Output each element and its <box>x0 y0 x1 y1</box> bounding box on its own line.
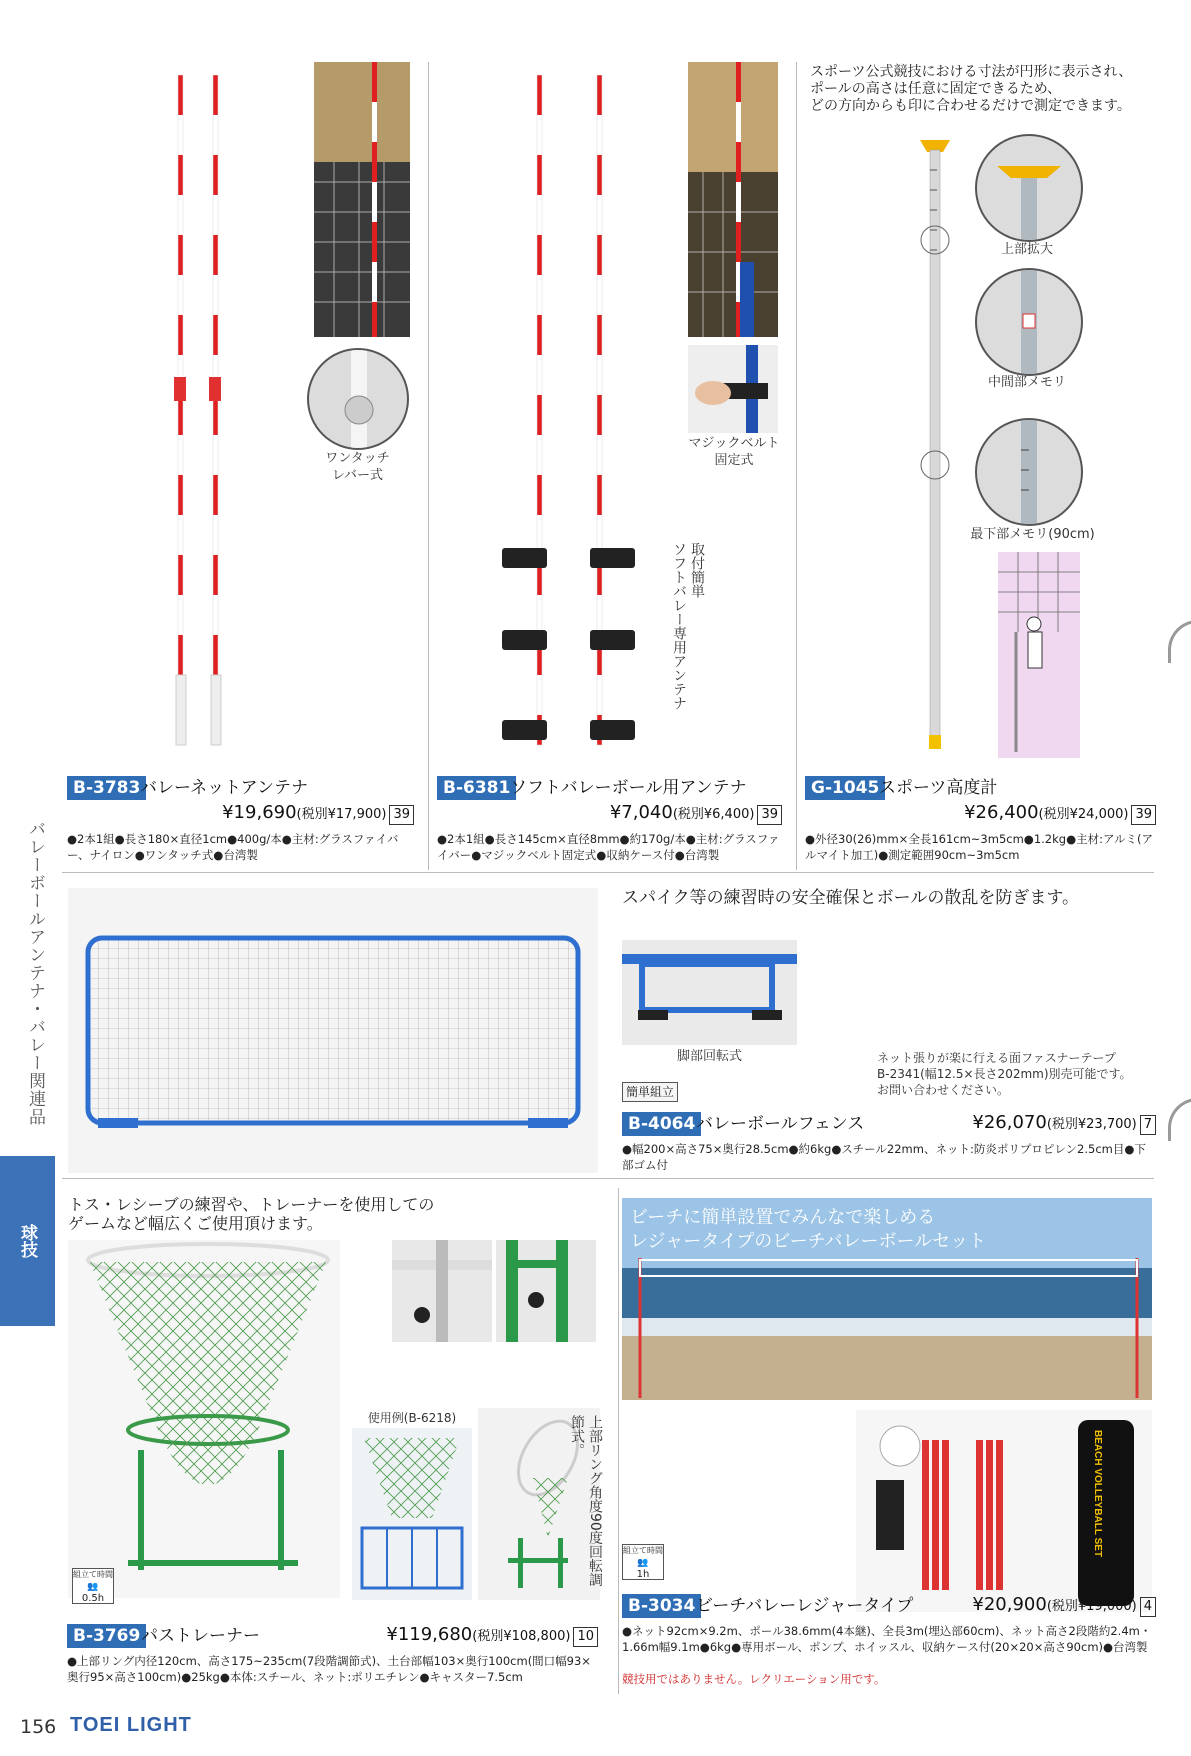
binder-hole-top <box>1168 620 1191 663</box>
price-b4064: ¥26,070(税別¥23,700) 7 <box>972 1112 1156 1135</box>
spec-b3783: ●2本1組●長さ180×直径1cm●400g/本●主材:グラスファイバー、ナイロン●ワンタッチ式●台湾製 <box>67 832 399 862</box>
height-adjust-photo <box>496 1240 596 1342</box>
intro-b3034: ビーチに簡単設置でみんなで楽しめる レジャータイプのビーチバレーボールセット <box>630 1207 987 1252</box>
spec-b6381: ●2本1組●長さ145cm×直径8mm●約170g/本●主材:グラスファイバー●マジックベルト固定式●収納ケース付●台湾製 <box>437 832 780 862</box>
fence-leg-caption: 脚部回転式 <box>676 1049 742 1064</box>
lever-closeup-photo <box>307 348 409 450</box>
volleyball-fence-photo <box>68 888 598 1173</box>
spec-b3034: ●ネット92cm×9.2m、ポール38.6mm(4本継)、全長3m(埋込部60cm)、ネット高さ2段階約2.4m・1.66m幅9.1m●6kg●専用ボール、ポンプ、ホイッスル、収納ケース付(20×20×高さ90cm)●台湾製 <box>622 1624 1152 1654</box>
usage-example-photo <box>352 1428 472 1600</box>
product-code-g1045: G-1045 <box>805 776 885 800</box>
intro-b4064: スパイク等の練習時の安全確保とボールの散乱を防ぎます。 <box>622 888 1079 908</box>
caption-middle: 中間部メモリ <box>987 375 1066 390</box>
magic-belt-photo <box>688 345 778 433</box>
side-tab-ballgames[interactable]: 球技 <box>0 1156 55 1326</box>
caption-bottom: 最下部メモリ(90cm) <box>970 527 1095 542</box>
product-code-b3034: B-3034 <box>622 1594 701 1618</box>
fence-note: ネット張りが楽に行える面ファスナーテープ B-2341(幅12.5×長さ202mm)別売可能です。 お問い合わせください。 <box>877 1051 1132 1097</box>
lever-caption: ワンタッチ レバー式 <box>325 451 390 483</box>
product-name-b3769: パストレーナー <box>141 1626 260 1646</box>
brand-logo: TOEI LIGHT <box>70 1714 192 1736</box>
middle-closeup-photo <box>975 268 1083 376</box>
assembly-time-badge-b3769: 組立て時間 👥 0.5h <box>73 1570 113 1604</box>
usage-example-caption: 使用例(B-6218) <box>367 1411 457 1425</box>
beach-set-contents-photo <box>856 1410 1152 1612</box>
binder-hole-bottom <box>1168 1098 1191 1141</box>
assembly-time-badge-b3034: 組立て時間 👥 1h <box>623 1546 663 1580</box>
magic-belt-caption: マジックベルト 固定式 <box>688 436 780 468</box>
product-name-g1045: スポーツ高度計 <box>879 778 998 798</box>
row-divider-2 <box>62 1178 1154 1179</box>
ring-angle-note: 上部リング角度90度回転調節式。 <box>569 1415 603 1587</box>
spec-b4064: ●幅200×高さ75×奥行28.5cm●約6kg●スチール22mm、ネット:防炎ポリプロピレン2.5cm目●下部ゴム付 <box>622 1142 1146 1172</box>
antenna-illustration-b6381 <box>490 75 650 755</box>
ring-joint-photo <box>392 1240 492 1342</box>
vertical-note-easy-attach: 取付簡単 <box>689 542 705 598</box>
product-code-b6381: B-6381 <box>437 776 516 800</box>
easy-assembly-tag: 簡単組立 <box>622 1082 678 1102</box>
product-code-b3783: B-3783 <box>67 776 146 800</box>
column-divider-1 <box>428 62 429 870</box>
side-category: バレーボールアンテナ・バレー関連品 <box>25 820 45 1126</box>
bag-label: BEACH VOLLEYBALL SET <box>1092 1430 1103 1558</box>
product-name-b6381: ソフトバレーボール用アンテナ <box>510 778 747 798</box>
soft-antenna-on-net-photo <box>688 62 778 337</box>
product-name-b4064: バレーボールフェンス <box>696 1114 865 1134</box>
spec-b3769: ●上部リング内径120cm、高さ175~235cm(7段階調節式)、土台部幅103×奥行100cm(間口幅93×奥行95×高さ100cm)●25kg●本体:スチール、ネット:ポリエチレン●キャスター7.5cm <box>67 1654 591 1684</box>
row-divider-1 <box>62 872 1154 873</box>
measuring-person-illustration <box>998 552 1080 758</box>
antenna-on-net-photo <box>314 62 410 337</box>
intro-b3769: トス・レシーブの練習や、トレーナーを使用しての ゲームなど幅広くご使用頂けます。 <box>68 1195 435 1233</box>
vertical-note-soft-volley: ソフトバレー専用アンテナ <box>671 542 687 710</box>
product-name-b3783: バレーネットアンテナ <box>140 778 308 798</box>
pass-trainer-photo <box>68 1240 340 1598</box>
product-code-b4064: B-4064 <box>622 1112 701 1136</box>
price-b3034: ¥20,900(税別¥19,000) 4 <box>972 1594 1156 1617</box>
price-g1045: ¥26,400(税別¥24,000) 39 <box>964 802 1156 825</box>
spec-g1045: ●外径30(26)mm×全長161cm~3m5cm●1.2kg●主材:アルミ(アルマイト加工)●測定範囲90cm~3m5cm <box>805 832 1154 862</box>
antenna-illustration-b3783 <box>150 75 250 760</box>
fence-leg-photo <box>622 940 797 1045</box>
caption-top: 上部拡大 <box>1000 242 1053 257</box>
page-number: 156 <box>20 1716 57 1738</box>
product-code-b3769: B-3769 <box>67 1624 146 1648</box>
column-divider-3 <box>618 1188 619 1694</box>
top-closeup-photo <box>975 134 1083 242</box>
bottom-closeup-photo <box>975 418 1083 526</box>
recreation-warning: 競技用ではありません。レクリエーション用です。 <box>622 1672 886 1686</box>
price-b3769: ¥119,680(税別¥108,800) 10 <box>386 1624 598 1647</box>
column-divider-2 <box>796 62 797 870</box>
product-name-b3034: ビーチバレーレジャータイプ <box>696 1596 914 1616</box>
intro-g1045: スポーツ公式競技における寸法が円形に表示され、 ポールの高さは任意に固定できるため、 どの方向からも印に合わせるだけで測定できます。 <box>810 64 1133 114</box>
height-gauge-illustration <box>905 130 965 755</box>
price-b3783: ¥19,690(税別¥17,900) 39 <box>222 802 414 825</box>
price-b6381: ¥7,040(税別¥6,400) 39 <box>610 802 782 825</box>
